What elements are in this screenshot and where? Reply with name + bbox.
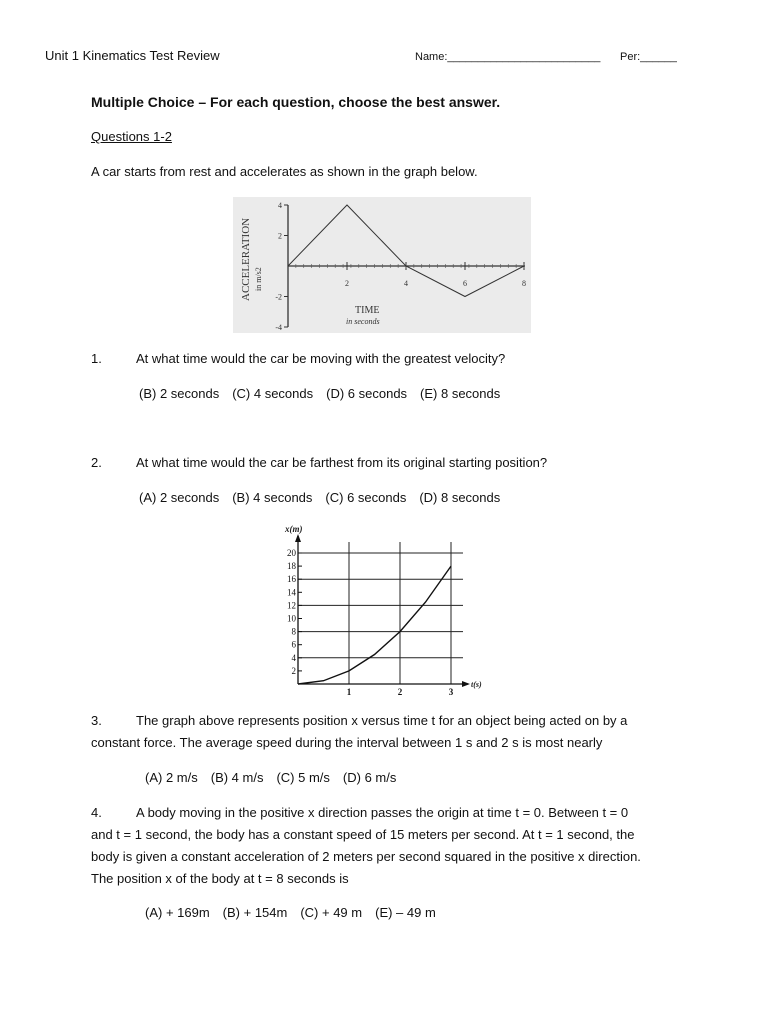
question-4-text-1: A body moving in the positive x direction passes the origin at time t = 0. Between t = 0 bbox=[136, 805, 629, 820]
q4-choice-e[interactable]: (E) – 49 m bbox=[375, 905, 436, 920]
q2-choice-c[interactable]: (C) 6 seconds bbox=[325, 490, 407, 505]
question-4-text-2: and t = 1 second, the body has a constant speed of 15 meters per second. At t = 1 second, the bbox=[91, 827, 635, 842]
graph2-y-tick-label: 2 bbox=[291, 665, 296, 676]
name-field-label: Name:_________________________ bbox=[415, 51, 601, 63]
graph1-ylabel: ACCELERATION bbox=[240, 217, 252, 301]
q2-choice-d[interactable]: (D) 8 seconds bbox=[419, 490, 501, 505]
graph1-y-tick-label: -4 bbox=[275, 323, 282, 332]
question-2 bbox=[91, 455, 547, 470]
graph2-y-tick-label: 12 bbox=[287, 600, 296, 611]
graph1-y-tick-label: 2 bbox=[278, 231, 282, 241]
q3-choice-c[interactable]: (C) 5 m/s bbox=[276, 770, 330, 785]
graph2-xlabel: t(s) bbox=[471, 680, 482, 689]
graph1-x-tick-label: 8 bbox=[522, 279, 526, 288]
graph2-x-tick-label: 1 bbox=[346, 687, 352, 697]
graph1-x-tick-label: 6 bbox=[463, 279, 467, 288]
graph2-position-curve bbox=[298, 566, 451, 684]
graph1-xlabel: TIME bbox=[355, 305, 380, 316]
q3-choice-a[interactable]: (A) 2 m/s bbox=[145, 770, 198, 785]
q3-choice-b[interactable]: (B) 4 m/s bbox=[210, 770, 264, 785]
graph1-ylabel-unit: in m/s2 bbox=[254, 267, 263, 291]
graph2-x-arrow bbox=[462, 681, 470, 687]
q2-choice-b[interactable]: (B) 4 seconds bbox=[232, 490, 313, 505]
q1-choice-c[interactable]: (C) 4 seconds bbox=[232, 386, 314, 401]
question-4-text-3: body is given a constant acceleration of 2 meters per second squared in the positive x direction. bbox=[91, 849, 641, 864]
q1-choice-e[interactable]: (E) 8 seconds bbox=[420, 386, 501, 401]
graph2-x-tick-label: 2 bbox=[397, 687, 403, 697]
question-3-text-1: The graph above represents position x versus time t for an object being acted on by a bbox=[136, 713, 628, 728]
q4-choice-b[interactable]: (B) + 154m bbox=[222, 905, 288, 920]
section-title: Questions 1-2 bbox=[91, 129, 172, 144]
acceleration-graph bbox=[233, 197, 531, 333]
instructions-heading: Multiple Choice – For each question, choose the best answer. bbox=[91, 94, 501, 110]
graph2-y-tick-label: 10 bbox=[287, 613, 296, 624]
graph1-xlabel-unit: in seconds bbox=[346, 317, 380, 326]
period-field-label: Per:______ bbox=[620, 51, 677, 63]
question-2-choices bbox=[139, 490, 513, 505]
graph2-y-tick-label: 18 bbox=[287, 561, 296, 572]
q1-choice-b[interactable]: (B) 2 seconds bbox=[139, 386, 220, 401]
question-1-choices bbox=[139, 386, 513, 401]
question-4 bbox=[91, 802, 751, 890]
question-1-number: 1. bbox=[91, 351, 102, 366]
question-1 bbox=[91, 351, 505, 366]
graph1-x-tick-label: 2 bbox=[345, 279, 349, 288]
q2-choice-a[interactable]: (A) 2 seconds bbox=[139, 490, 220, 505]
graph2-y-tick-label: 8 bbox=[291, 626, 296, 637]
question-3-text-2: constant force. The average speed during the interval between 1 s and 2 s is most nearly bbox=[91, 735, 603, 750]
graph1-y-tick-label: -2 bbox=[275, 292, 282, 302]
graph2-ylabel: x(m) bbox=[285, 524, 303, 534]
graph2-y-tick-label: 16 bbox=[287, 574, 296, 585]
q4-choice-c[interactable]: (C) + 49 m bbox=[300, 905, 363, 920]
document-title: Unit 1 Kinematics Test Review bbox=[45, 48, 220, 63]
question-1-text: At what time would the car be moving with the greatest velocity? bbox=[136, 351, 506, 366]
question-2-text: At what time would the car be farthest from its original starting position? bbox=[136, 455, 548, 470]
graph2-y-arrow bbox=[295, 534, 301, 542]
question-2-number: 2. bbox=[91, 455, 102, 470]
acceleration-graph-svg bbox=[233, 197, 531, 333]
graph2-x-tick-label: 3 bbox=[448, 687, 454, 697]
question-4-text-4: The position x of the body at t = 8 seconds is bbox=[91, 871, 349, 886]
question-3-choices bbox=[145, 770, 409, 785]
intro-text: A car starts from rest and accelerates as shown in the graph below. bbox=[91, 164, 478, 179]
graph2-y-tick-label: 6 bbox=[291, 639, 296, 650]
q3-choice-d[interactable]: (D) 6 m/s bbox=[342, 770, 397, 785]
position-graph bbox=[268, 520, 488, 698]
q1-choice-d[interactable]: (D) 6 seconds bbox=[326, 386, 408, 401]
question-4-number: 4. bbox=[91, 805, 102, 820]
graph2-y-tick-label: 14 bbox=[287, 587, 296, 598]
graph1-y-tick-label: 4 bbox=[278, 201, 282, 210]
question-3-number: 3. bbox=[91, 713, 102, 728]
question-4-choices bbox=[145, 905, 449, 920]
position-graph-svg bbox=[268, 520, 488, 698]
graph2-y-tick-label: 4 bbox=[291, 652, 296, 663]
graph1-x-tick-label: 4 bbox=[404, 279, 408, 288]
q4-choice-a[interactable]: (A) + 169m bbox=[145, 905, 210, 920]
graph2-y-tick-label: 20 bbox=[287, 548, 296, 558]
question-3 bbox=[91, 710, 731, 754]
